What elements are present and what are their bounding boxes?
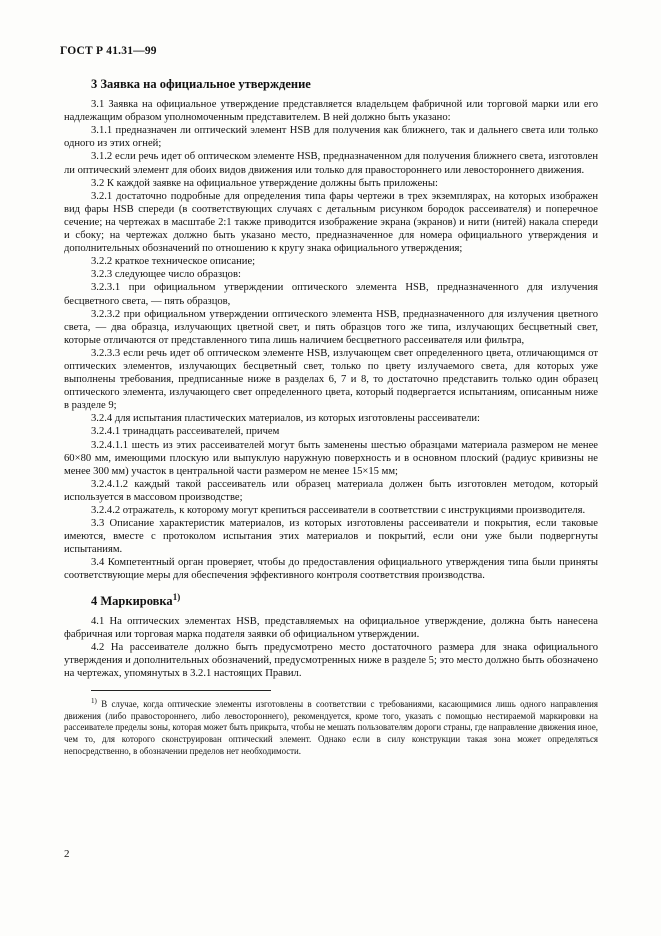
section-3-body xyxy=(64,98,598,582)
document-body xyxy=(64,78,598,757)
footnote-body: В случае, когда оптические элементы изготовлены в соответствии с требованиями, касающимися лишь одного направления движения (либо правостороннего, либо левостороннего), рекомендуется, кроме того, указать с помощью нестираемой маркировки на рассеивателе пределы зоны, которая может быть прикрыта, чтобы не мешать пользователям дороги страны, где направление движения иное, чем то, для которого сконструирован оптический элемент. Однако если в силу конструкции такая зона может определяться непосредственно, в обозначении пределов нет необходимости. xyxy=(64,699,598,756)
paragraph: 3.2.2 краткое техническое описание; xyxy=(91,256,256,268)
footnote-ref: 1) xyxy=(172,591,181,602)
section-3-title: 3 Заявка на официальное утверждение xyxy=(91,77,311,91)
paragraph: 3.2.4.1.1 шесть из этих рассеивателей могут быть заменены шестью образцами материала размером не менее 60×80 мм, имеющими плоскую или выпуклую наружную поверхность и в основном плоский (радиус кривизны не менее 300 мм) участок в центральной части размером не менее 15×15 мм; xyxy=(64,439,598,477)
paragraph: 3.1 Заявка на официальное утверждение представляется владельцем фабричной или торговой марки или его надлежащим образом уполномоченным представителем. В ней должно быть указано: xyxy=(64,99,598,124)
paragraph: 3.2 К каждой заявке на официальное утверждение должны быть приложены: xyxy=(91,177,438,189)
paragraph: 3.3 Описание характеристик материалов, из которых изготовлены рассеиватели и покрытия, если таковые имеются, вместе с протоколом испытания этих материалов и покрытий, если они уже были подвергнуты испытаниям. xyxy=(64,518,598,556)
paragraph: 3.2.4 для испытания пластических материалов, из которых изготовлены рассеиватели: xyxy=(91,413,480,425)
section-4-body xyxy=(64,615,598,680)
document-header: ГОСТ Р 41.31—99 xyxy=(60,45,157,57)
footnote-marker: 1) xyxy=(91,697,97,706)
paragraph: 3.2.3.3 если речь идет об оптическом элементе HSB, излучающем свет определенного цвета, отличающимся от оптических элементов, излучающих бесцветный свет, только по цвету излучаемого света, для которых уже выполнены требования, предписанные ниже в разделах 6, 7 и 8, то достаточно представить только один образец оптического элемента, излучающего свет определенного цвета, который подвергается испытаниям, описанным ниже в разделе 9; xyxy=(64,347,598,412)
paragraph: 3.2.4.1 тринадцать рассеивателей, причем xyxy=(91,426,280,438)
paragraph: 3.2.4.1.2 каждый такой рассеиватель или образец материала должен быть изготовлен методом, который используется в массовом производстве; xyxy=(64,478,598,503)
footnote xyxy=(64,696,598,757)
paragraph: 3.2.3 следующее число образцов: xyxy=(91,269,241,281)
page-number: 2 xyxy=(64,848,70,860)
footnote-text xyxy=(64,696,598,757)
paragraph: 3.1.2 если речь идет об оптическом элементе HSB, предназначенном для получения ближнего света, изготовлен ли оптический элемент для обоих видов движения или только для правостороннего или левостороннего движения. xyxy=(64,151,598,176)
paragraph: 4.1 На оптических элементах HSB, представляемых на официальное утверждение, должна быть нанесена фабричная или торговая марка подателя заявки об официальном утверждении. xyxy=(64,615,598,640)
paragraph: 3.2.3.1 при официальном утверждении оптического элемента HSB, предназначенного для излучения бесцветного света, — пять образцов, xyxy=(64,282,598,307)
section-4-title-text: 4 Маркировка xyxy=(91,593,173,608)
paragraph: 3.2.3.2 при официальном утверждении оптического элемента HSB, предназначенного для излучения цветного света, — два образца, излучающих цветной свет, и пять образцов того же типа, излучающих бесцветный свет, которые отличаются от представленного типа лишь наличием бесцветного рассеивателя или фильтра, xyxy=(64,308,598,346)
paragraph: 3.2.1 достаточно подробные для определения типа фары чертежи в трех экземплярах, на которых изображен вид фары HSB спереди (в соответствующих случаях с детальным рисунком бородок рассеивателя) и поперечное сечение; на чертежах в масштабе 2:1 также приводится изображение экрана (экранов) и нити (нитей) накала спереди и сбоку; на чертежах должно быть указано место, предназначенное для номера официального утверждения и дополнительных обозначений по отношению к кругу знака официального утверждения; xyxy=(64,190,598,255)
section-4-title xyxy=(64,591,598,608)
paragraph: 3.2.4.2 отражатель, к которому могут крепиться рассеиватели в соответствии с инструкциями производителя. xyxy=(91,505,586,516)
paragraph: 3.1.1 предназначен ли оптический элемент HSB для получения как ближнего, так и дальнего света или только одного из этих огней; xyxy=(64,125,598,150)
paragraph: 3.4 Компетентный орган проверяет, чтобы до предоставления официального утверждения типа были приняты соответствующие меры для обеспечения эффективного контроля соответствия производства. xyxy=(64,557,598,582)
paragraph: 4.2 На рассеивателе должно быть предусмотрено место достаточного размера для знака официального утверждения и дополнительных обозначений, предусмотренных ниже в разделе 5; это место должно быть обозначено на чертежах, упомянутых в 3.2.1 настоящих Правил. xyxy=(64,642,598,680)
footnote-divider xyxy=(91,690,271,691)
